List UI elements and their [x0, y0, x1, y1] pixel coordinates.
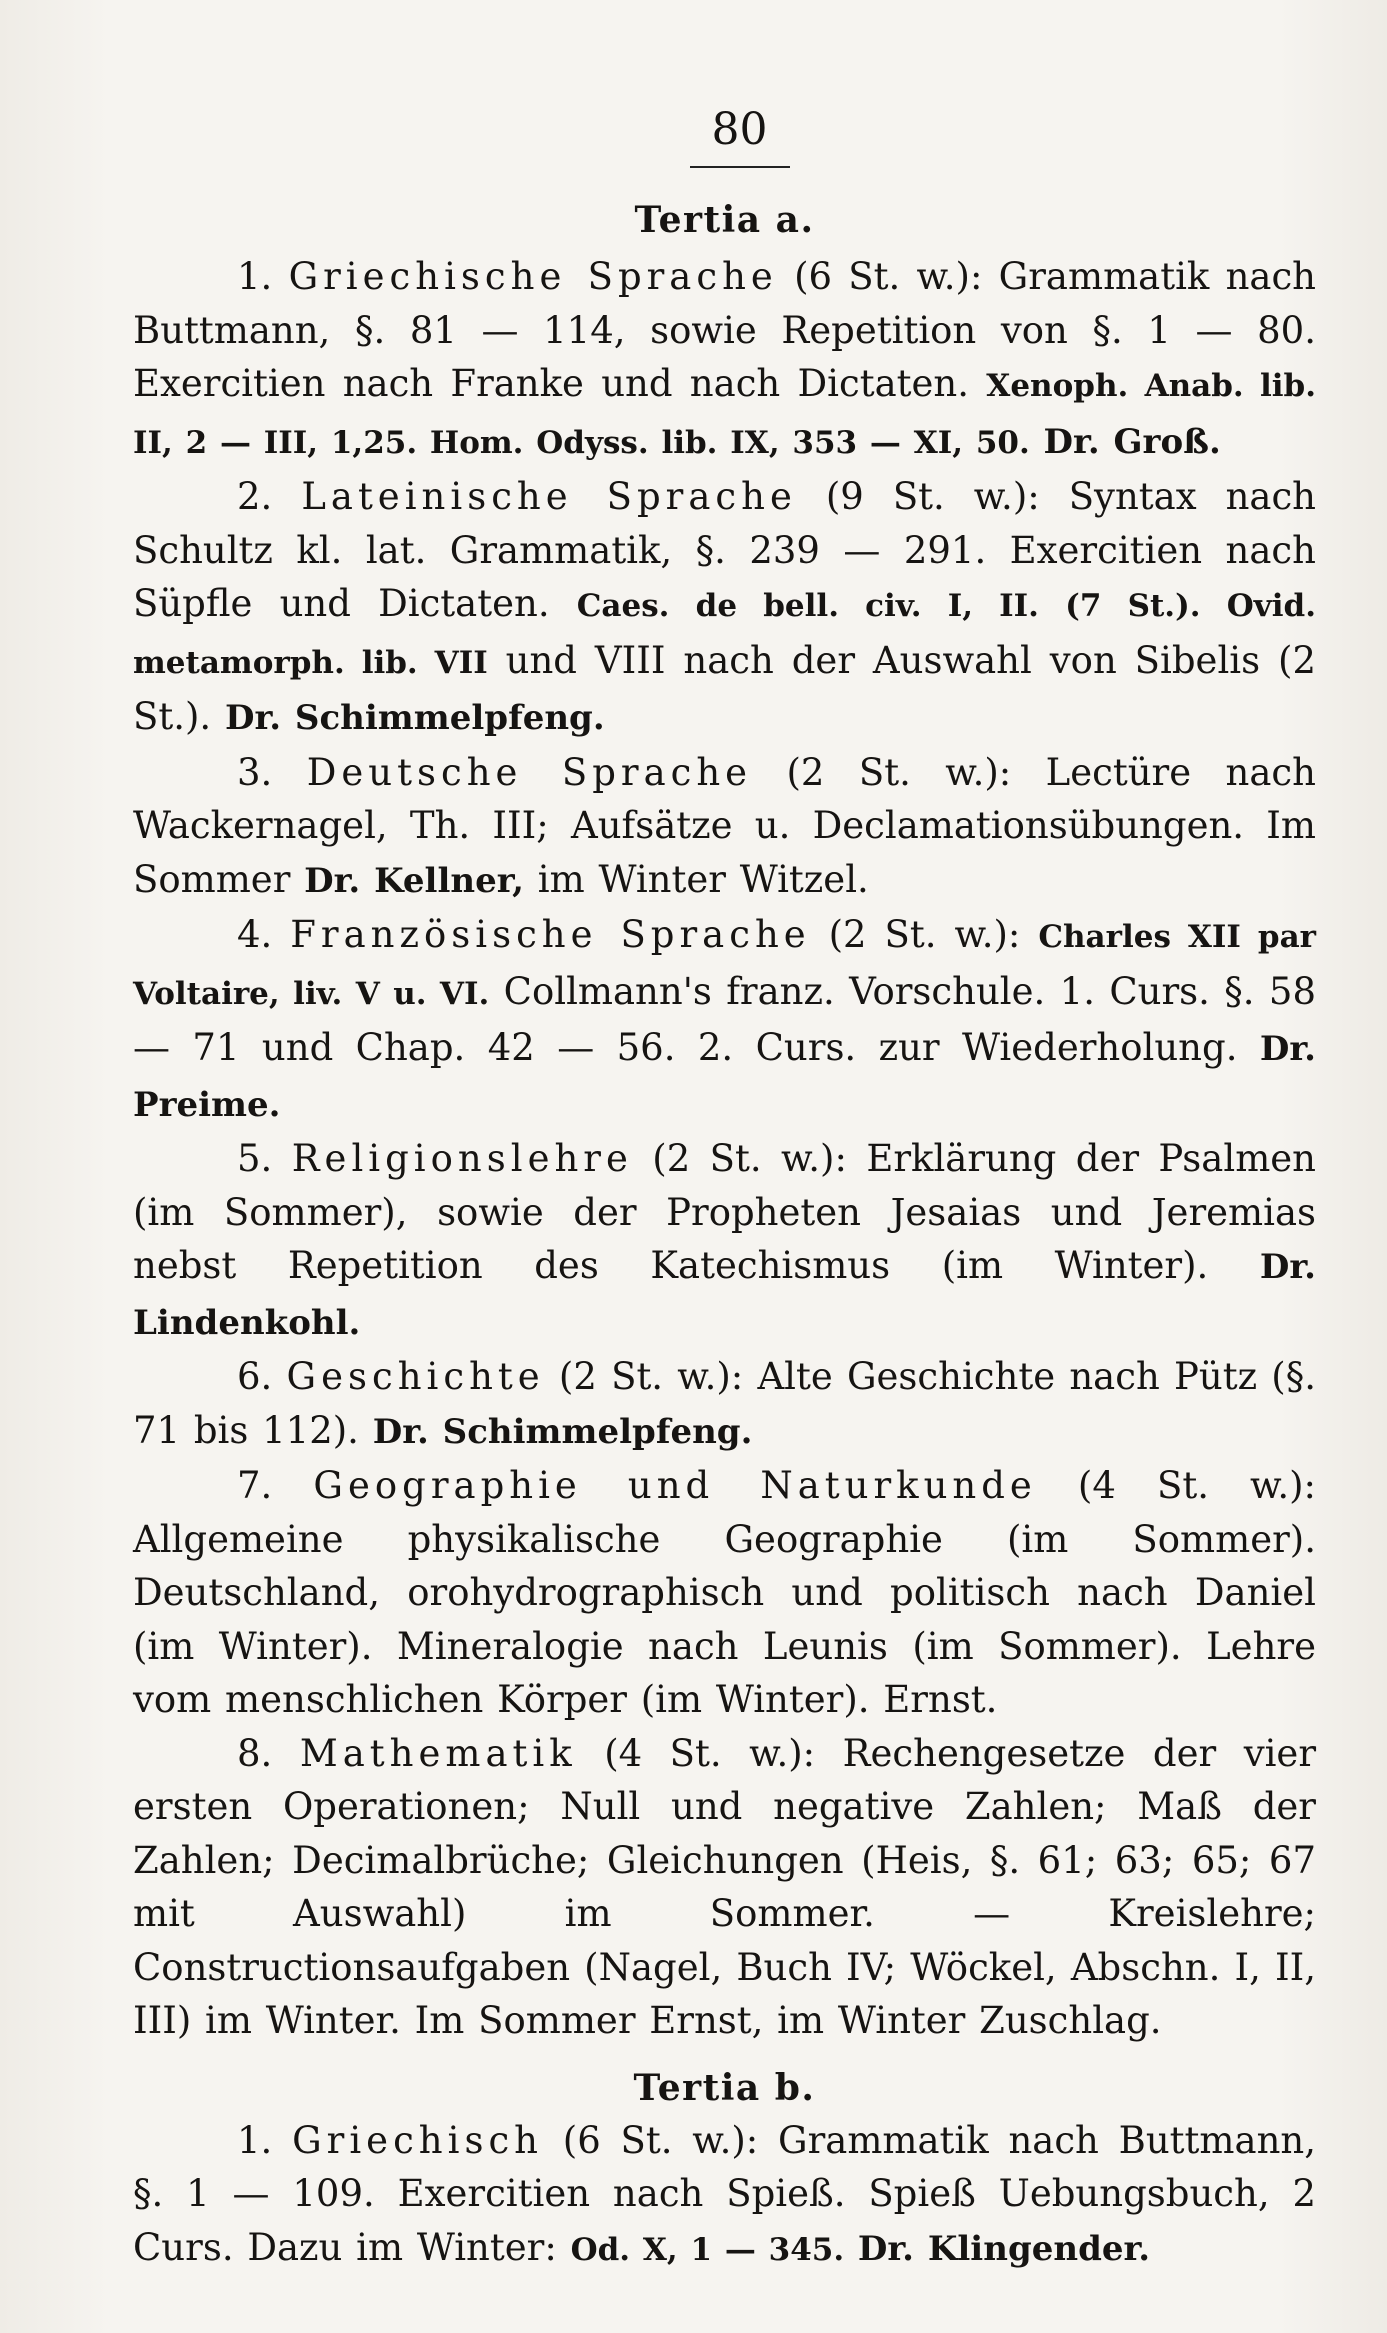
entry-teacher: Dr. Schimmelpfeng.: [372, 1411, 753, 1452]
entry-teacher: Dr. Preime.: [133, 1029, 1316, 1125]
entry-subject: Griechische Sprache: [288, 255, 778, 298]
entry-body: (2 St. w.): Lectüre nach Wackernagel, Th. III; Aufsätze u. Declamationsübungen. Im Sommer: [133, 750, 1316, 901]
entry-franzoesische-sprache: [133, 908, 1316, 1132]
entry-body: (4 St. w.): Allgemeine physikalische Geographie (im Sommer). Deutschland, orohydrographisch und politisch nach Daniel (im Winter). Mineralogie nach Leunis (im Sommer). Lehre vom menschlichen Körper (im Winter). Ernst.: [133, 1464, 1316, 1721]
entry-subject: Geschichte: [286, 1355, 545, 1398]
text-column: [133, 100, 1316, 2277]
entry-body-continued: im Winter Witzel.: [537, 857, 869, 901]
entry-latin-text: Xenoph. Anab. lib. II, 2 — III, 1,25. Hom. Odyss. lib. IX, 353 — XI, 50.: [133, 368, 1317, 461]
entry-number: 7.: [237, 1464, 273, 1507]
entry-body: (9 St. w.): Syntax nach Schultz kl. lat. Grammatik, §. 239 — 291. Exercitien nach Süpfle und Dictaten.: [133, 475, 1317, 625]
entry-number: 5.: [237, 1137, 273, 1180]
entry-number: 6.: [237, 1355, 273, 1398]
entry-body-continued: und VIII nach der Auswahl von Sibelis (2 St.).: [133, 638, 1316, 738]
entry-body: (2 St. w.): Alte Geschichte nach Pütz (§. 71 bis 112).: [133, 1355, 1316, 1452]
entry-subject: Lateinische Sprache: [301, 475, 797, 518]
entry-body-continued: Collmann's franz. Vorschule. 1. Curs. §. 58 — 71 und Chap. 42 — 56. 2. Curs. zur Wiederholung.: [133, 969, 1316, 1069]
entry-body: (4 St. w.): Rechengesetze der vier ersten Operationen; Null und negative Zahlen; Maß der Zahlen; Decimalbrüche; Gleichungen (Heis, §. 61; 63; 65; 67 mit Auswahl) im Sommer. — Kreislehre; Constructionsaufgaben (Nagel, Buch IV; Wöckel, Abschn. I, II, III) im Winter. Im Sommer Ernst, im Winter Zuschlag.: [133, 1731, 1317, 2042]
entry-body: (2 St. w.): Erklärung der Psalmen (im Sommer), sowie der Propheten Jesaias und Jeremias nebst Repetition des Katechismus (im Winter).: [133, 1137, 1316, 1287]
entry-subject: Deutsche Sprache: [306, 750, 753, 794]
page-number-rule: [690, 166, 790, 168]
entry-body: (2 St. w.):: [828, 913, 1021, 956]
entry-teacher: Dr. Schimmelpfeng.: [224, 698, 605, 738]
entry-geographie-naturkunde: [133, 1459, 1316, 1727]
entry-body: (6 St. w.): Grammatik nach Buttmann, §. 81 — 114, sowie Repetition von §. 1 — 80. Exercitien nach Franke und nach Dictaten.: [133, 255, 1317, 405]
entry-number: 1.: [237, 255, 273, 298]
section-heading-tertia-b: Tertia b.: [633, 2066, 816, 2109]
entry-latin-text: Charles XII par Voltaire, liv. V u. VI.: [133, 919, 1316, 1012]
entry-latin-text: Caes. de bell. civ. I, II. (7 St.). Ovid. metamorph. lib. VII: [133, 588, 1316, 681]
entry-subject: Religionslehre: [291, 1137, 633, 1180]
entry-latin-text: Od. X, 1 — 345.: [570, 2231, 845, 2268]
entry-number: 1.: [237, 2118, 273, 2162]
entry-number: 2.: [237, 475, 273, 518]
section-heading-tertia-a: Tertia a.: [634, 199, 815, 241]
entry-number: 3.: [237, 750, 273, 794]
entry-number: 4.: [237, 913, 273, 956]
entry-subject: Mathematik: [299, 1731, 577, 1775]
entry-teacher: Dr. Lindenkohl.: [133, 1247, 1317, 1343]
entry-lateinische-sprache: [133, 470, 1316, 746]
entry-teacher: Dr. Kellner,: [304, 860, 525, 901]
entry-geschichte: [133, 1350, 1316, 1459]
entry-mathematik: [133, 1727, 1316, 2048]
entry-griechische-sprache: [133, 250, 1316, 470]
entry-deutsche-sprache: [133, 746, 1316, 909]
entry-subject: Geographie und Naturkunde: [313, 1464, 1037, 1507]
entry-body: (6 St. w.): Grammatik nach Buttmann, §. 1 — 109. Exercitien nach Spieß. Spieß Uebungsbuch, 2 Curs. Dazu im Winter:: [133, 2118, 1316, 2269]
entry-subject: Französische Sprache: [290, 913, 811, 956]
entry-subject: Griechisch: [292, 2118, 543, 2162]
entry-griechisch: [133, 2114, 1316, 2278]
entry-teacher: Dr. Klingender.: [857, 2228, 1151, 2269]
entry-teacher: Dr. Groß.: [1043, 421, 1221, 462]
entry-religionslehre: [133, 1132, 1316, 1350]
page-number: 80: [711, 104, 768, 155]
entry-number: 8.: [237, 1731, 273, 1775]
